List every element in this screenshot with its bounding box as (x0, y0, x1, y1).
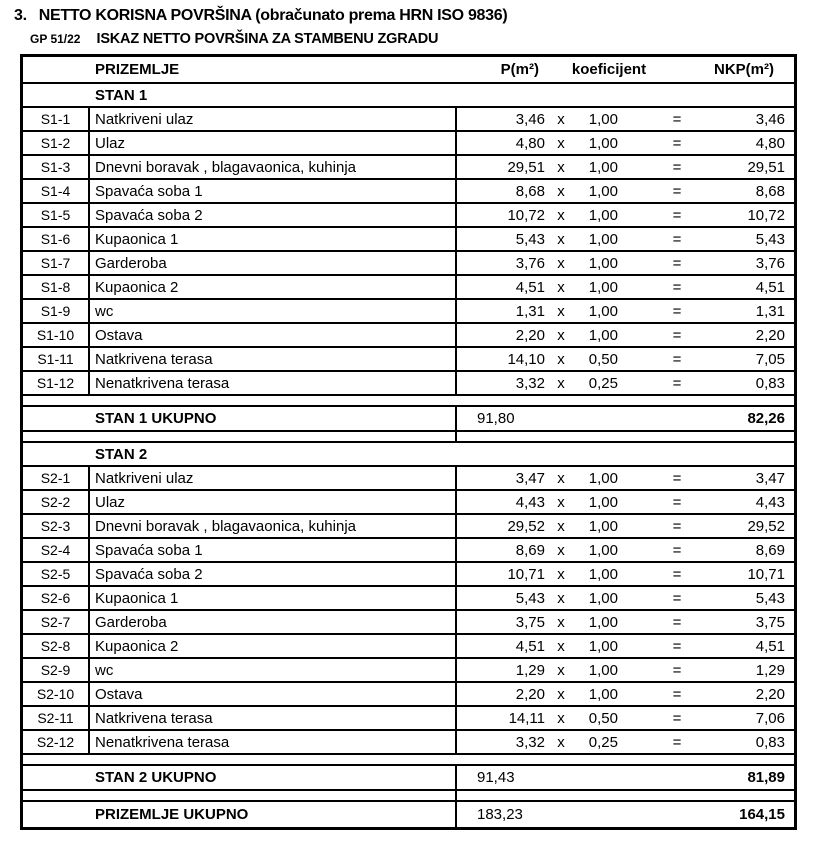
equals-sign: = (672, 565, 682, 583)
row-koeficijent: 1,00 (588, 182, 618, 200)
multiply-sign: x (557, 493, 565, 511)
row-description: Spavaća soba 1 (90, 180, 457, 202)
grand-total-p: 183,23 (477, 806, 523, 823)
row-area-p: 14,11 (508, 709, 545, 727)
multiply-sign: x (557, 182, 565, 200)
row-area-p: 3,47 (515, 469, 545, 487)
row-code: S2-4 (23, 539, 90, 561)
row-area-nkp: 10,72 (747, 206, 785, 224)
table-row (23, 372, 794, 396)
table-row (23, 611, 794, 635)
row-area-p: 1,31 (515, 302, 545, 320)
multiply-sign: x (557, 637, 565, 655)
row-code: S2-5 (23, 563, 90, 585)
table-row (23, 132, 794, 156)
multiply-sign: x (557, 230, 565, 248)
row-koeficijent: 1,00 (588, 326, 618, 344)
multiply-sign: x (557, 206, 565, 224)
row-description: Nenatkrivena terasa (90, 372, 457, 394)
row-area-p: 5,43 (515, 589, 545, 607)
row-area-nkp: 29,52 (747, 517, 785, 535)
equals-sign: = (672, 158, 682, 176)
row-area-nkp: 7,05 (755, 350, 785, 368)
row-description: Kupaonica 2 (90, 635, 457, 657)
row-area-nkp: 3,75 (755, 613, 785, 631)
row-area-p: 3,76 (515, 254, 545, 272)
equals-sign: = (672, 278, 682, 296)
row-koeficijent: 0,50 (588, 350, 618, 368)
row-area-p: 14,10 (507, 350, 545, 368)
multiply-sign: x (557, 278, 565, 296)
multiply-sign: x (557, 565, 565, 583)
row-koeficijent: 1,00 (588, 254, 618, 272)
row-koeficijent: 1,00 (588, 637, 618, 655)
table-sections (23, 84, 794, 802)
row-area-p: 10,71 (507, 565, 545, 583)
title-text: NETTO KORISNA POVRŠINA (obračunato prema HRN ISO 9836) (38, 7, 508, 24)
equals-sign: = (672, 326, 682, 344)
table-row (23, 563, 794, 587)
row-koeficijent: 1,00 (588, 565, 618, 583)
row-koeficijent: 1,00 (588, 302, 618, 320)
section-header-row (23, 84, 794, 108)
row-code: S2-8 (23, 635, 90, 657)
table-row (23, 156, 794, 180)
row-code: S2-2 (23, 491, 90, 513)
table-row (23, 539, 794, 563)
row-koeficijent: 1,00 (588, 541, 618, 559)
document-subtitle (30, 31, 820, 47)
equals-sign: = (672, 493, 682, 511)
row-description: Natkriveni ulaz (90, 108, 457, 130)
row-area-p: 3,75 (515, 613, 545, 631)
table-row (23, 587, 794, 611)
row-area-nkp: 5,43 (755, 589, 785, 607)
row-koeficijent: 1,00 (588, 493, 618, 511)
row-code: S2-7 (23, 611, 90, 633)
spacer-divider (23, 791, 457, 800)
table-row (23, 707, 794, 731)
equals-sign: = (672, 182, 682, 200)
col-header-p: P(m²) (500, 61, 539, 78)
section-header-row (23, 443, 794, 467)
row-area-nkp: 0,83 (755, 733, 785, 751)
equals-sign: = (672, 517, 682, 535)
equals-sign: = (672, 685, 682, 703)
floor-header-label: PRIZEMLJE (95, 61, 180, 78)
row-area-p: 5,43 (515, 230, 545, 248)
equals-sign: = (672, 469, 682, 487)
table-row (23, 324, 794, 348)
row-area-p: 2,20 (515, 685, 545, 703)
row-code: S1-7 (23, 252, 90, 274)
row-area-p: 29,51 (507, 158, 545, 176)
equals-sign: = (672, 134, 682, 152)
apartment-section (23, 84, 794, 443)
row-area-p: 4,51 (515, 637, 545, 655)
row-area-nkp: 2,20 (755, 685, 785, 703)
table-row (23, 204, 794, 228)
row-area-nkp: 1,31 (755, 302, 785, 320)
row-koeficijent: 1,00 (588, 158, 618, 176)
spacer-row (23, 396, 794, 407)
row-area-p: 4,51 (515, 278, 545, 296)
multiply-sign: x (557, 709, 565, 727)
row-area-p: 8,69 (515, 541, 545, 559)
row-code: S2-11 (23, 707, 90, 729)
equals-sign: = (672, 302, 682, 320)
row-description: Ulaz (90, 132, 457, 154)
row-area-nkp: 8,69 (755, 541, 785, 559)
multiply-sign: x (557, 350, 565, 368)
table-row (23, 731, 794, 755)
section-total-nkp: 82,26 (747, 410, 785, 427)
row-area-p: 3,32 (515, 733, 545, 751)
row-koeficijent: 1,00 (588, 110, 618, 128)
row-koeficijent: 0,50 (588, 709, 618, 727)
multiply-sign: x (557, 254, 565, 272)
multiply-sign: x (557, 517, 565, 535)
section-total-label: STAN 1 UKUPNO (23, 407, 457, 430)
row-code: S2-12 (23, 731, 90, 753)
table-row (23, 683, 794, 707)
row-code: S1-6 (23, 228, 90, 250)
row-code: S2-3 (23, 515, 90, 537)
row-area-nkp: 8,68 (755, 182, 785, 200)
section-total-p: 91,80 (477, 410, 515, 427)
table-row (23, 252, 794, 276)
row-koeficijent: 1,00 (588, 613, 618, 631)
table-row (23, 515, 794, 539)
row-description: Dnevni boravak , blagavaonica, kuhinja (90, 515, 457, 537)
multiply-sign: x (557, 326, 565, 344)
row-koeficijent: 1,00 (588, 469, 618, 487)
row-code: S1-5 (23, 204, 90, 226)
col-header-koeficijent: koeficijent (571, 61, 647, 78)
row-description: Nenatkrivena terasa (90, 731, 457, 753)
row-description: Ulaz (90, 491, 457, 513)
row-area-nkp: 4,80 (755, 134, 785, 152)
equals-sign: = (672, 541, 682, 559)
equals-sign: = (672, 206, 682, 224)
row-code: S1-4 (23, 180, 90, 202)
multiply-sign: x (557, 733, 565, 751)
net-area-table (20, 54, 797, 830)
equals-sign: = (672, 230, 682, 248)
multiply-sign: x (557, 110, 565, 128)
row-area-nkp: 3,46 (755, 110, 785, 128)
row-code: S2-6 (23, 587, 90, 609)
section-total-row (23, 766, 794, 791)
row-description: Spavaća soba 1 (90, 539, 457, 561)
document-title (14, 0, 820, 25)
section-rows (23, 467, 794, 755)
row-area-p: 2,20 (515, 326, 545, 344)
table-row (23, 276, 794, 300)
row-description: Spavaća soba 2 (90, 204, 457, 226)
row-area-nkp: 4,51 (755, 278, 785, 296)
row-area-nkp: 5,43 (755, 230, 785, 248)
doc-code: GP 51/22 (30, 32, 81, 46)
table-header-row (23, 57, 794, 84)
equals-sign: = (672, 110, 682, 128)
row-area-nkp: 3,47 (755, 469, 785, 487)
row-description: Kupaonica 2 (90, 276, 457, 298)
row-code: S1-9 (23, 300, 90, 322)
multiply-sign: x (557, 302, 565, 320)
spacer-row (23, 432, 794, 443)
row-code: S1-11 (23, 348, 90, 370)
row-description: Ostava (90, 324, 457, 346)
row-koeficijent: 1,00 (588, 517, 618, 535)
row-koeficijent: 1,00 (588, 661, 618, 679)
row-code: S1-1 (23, 108, 90, 130)
row-code: S2-1 (23, 467, 90, 489)
multiply-sign: x (557, 541, 565, 559)
equals-sign: = (672, 254, 682, 272)
row-area-nkp: 1,29 (755, 661, 785, 679)
row-koeficijent: 1,00 (588, 589, 618, 607)
table-row (23, 467, 794, 491)
row-area-nkp: 7,06 (755, 709, 785, 727)
row-koeficijent: 1,00 (588, 134, 618, 152)
grand-total-row (23, 802, 794, 827)
row-description: Natkriveni ulaz (90, 467, 457, 489)
multiply-sign: x (557, 469, 565, 487)
table-row (23, 300, 794, 324)
row-description: Garderoba (90, 611, 457, 633)
row-description: Natkrivena terasa (90, 707, 457, 729)
row-code: S2-9 (23, 659, 90, 681)
equals-sign: = (672, 709, 682, 727)
row-description: Spavaća soba 2 (90, 563, 457, 585)
spacer-row (23, 791, 794, 802)
grand-total-nkp: 164,15 (739, 806, 785, 823)
row-description: Dnevni boravak , blagavaonica, kuhinja (90, 156, 457, 178)
multiply-sign: x (557, 685, 565, 703)
apartment-section (23, 443, 794, 802)
row-code: S1-8 (23, 276, 90, 298)
spacer-divider (23, 432, 457, 441)
table-row (23, 348, 794, 372)
multiply-sign: x (557, 374, 565, 392)
grand-total-label: PRIZEMLJE UKUPNO (23, 802, 457, 827)
row-area-nkp: 10,71 (747, 565, 785, 583)
table-row (23, 659, 794, 683)
section-rows (23, 108, 794, 396)
row-area-nkp: 3,76 (755, 254, 785, 272)
section-total-nkp: 81,89 (747, 769, 785, 786)
row-area-nkp: 4,51 (755, 637, 785, 655)
table-row (23, 491, 794, 515)
section-total-row (23, 407, 794, 432)
row-area-p: 29,52 (507, 517, 545, 535)
equals-sign: = (672, 733, 682, 751)
row-area-p: 1,29 (515, 661, 545, 679)
row-description: Garderoba (90, 252, 457, 274)
row-description: Kupaonica 1 (90, 228, 457, 250)
table-row (23, 108, 794, 132)
col-header-nkp: NKP(m²) (714, 61, 774, 78)
equals-sign: = (672, 350, 682, 368)
row-code: S1-2 (23, 132, 90, 154)
equals-sign: = (672, 637, 682, 655)
row-description: Ostava (90, 683, 457, 705)
row-description: Kupaonica 1 (90, 587, 457, 609)
row-koeficijent: 1,00 (588, 230, 618, 248)
row-koeficijent: 1,00 (588, 278, 618, 296)
title-number: 3. (14, 7, 27, 24)
table-row (23, 180, 794, 204)
row-area-nkp: 4,43 (755, 493, 785, 511)
row-koeficijent: 1,00 (588, 206, 618, 224)
section-name: STAN 2 (95, 445, 148, 463)
equals-sign: = (672, 374, 682, 392)
multiply-sign: x (557, 589, 565, 607)
row-area-p: 3,32 (515, 374, 545, 392)
row-code: S1-3 (23, 156, 90, 178)
multiply-sign: x (557, 613, 565, 631)
table-row (23, 635, 794, 659)
row-code: S1-12 (23, 372, 90, 394)
row-koeficijent: 0,25 (588, 733, 618, 751)
row-area-p: 8,68 (515, 182, 545, 200)
table-row (23, 228, 794, 252)
row-koeficijent: 1,00 (588, 685, 618, 703)
row-area-p: 4,43 (515, 493, 545, 511)
section-total-p: 91,43 (477, 769, 515, 786)
equals-sign: = (672, 589, 682, 607)
section-name: STAN 1 (95, 86, 148, 104)
multiply-sign: x (557, 661, 565, 679)
section-total-label: STAN 2 UKUPNO (23, 766, 457, 789)
row-area-nkp: 0,83 (755, 374, 785, 392)
row-description: wc (90, 659, 457, 681)
subtitle-text: ISKAZ NETTO POVRŠINA ZA STAMBENU ZGRADU (96, 31, 439, 47)
equals-sign: = (672, 661, 682, 679)
row-description: wc (90, 300, 457, 322)
row-area-nkp: 2,20 (755, 326, 785, 344)
multiply-sign: x (557, 158, 565, 176)
spacer-row (23, 755, 794, 766)
multiply-sign: x (557, 134, 565, 152)
row-area-nkp: 29,51 (747, 158, 785, 176)
row-code: S1-10 (23, 324, 90, 346)
row-area-p: 10,72 (507, 206, 545, 224)
row-description: Natkrivena terasa (90, 348, 457, 370)
row-area-p: 3,46 (515, 110, 545, 128)
row-area-p: 4,80 (515, 134, 545, 152)
row-code: S2-10 (23, 683, 90, 705)
row-koeficijent: 0,25 (588, 374, 618, 392)
equals-sign: = (672, 613, 682, 631)
